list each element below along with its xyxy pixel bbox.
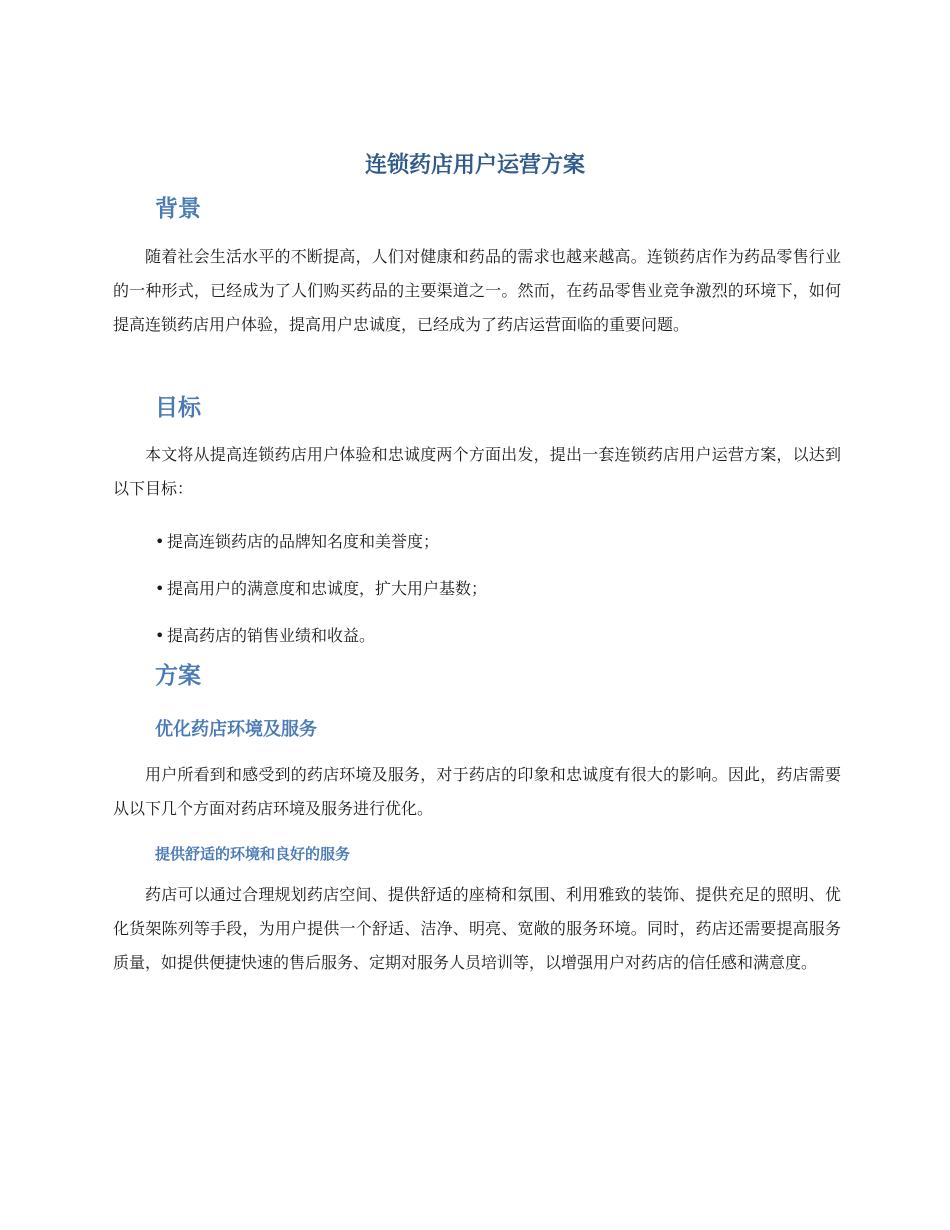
- heading-background: 背景: [155, 196, 201, 222]
- list-item-text: 提高药店的销售业绩和收益。: [167, 626, 376, 645]
- list-item-text: 提高用户的满意度和忠诚度，扩大用户基数；: [167, 579, 488, 598]
- subsubheading-comfortable-environment: 提供舒适的环境和良好的服务: [155, 845, 351, 863]
- heading-goals: 目标: [155, 395, 201, 421]
- list-item: [155, 518, 487, 565]
- bullet-marker: •: [155, 579, 165, 598]
- heading-plan: 方案: [155, 663, 201, 689]
- paragraph-goals: 本文将从提高连锁药店用户体验和忠诚度两个方面出发，提出一套连锁药店用户运营方案，以达到以下目标：: [113, 445, 841, 498]
- list-item: [155, 565, 487, 612]
- document-title: 连锁药店用户运营方案: [364, 153, 585, 178]
- paragraph-background: 随着社会生活水平的不断提高，人们对健康和药品的需求也越来越高。连锁药店作为药品零售行业的一种形式，已经成为了人们购买药品的主要渠道之一。然而，在药品零售业竞争激烈的环境下，如何提高连锁药店用户体验，提高用户忠诚度，已经成为了药店运营面临的重要问题。: [113, 247, 841, 334]
- bullet-marker: •: [155, 532, 165, 551]
- list-item: [155, 612, 487, 659]
- paragraph-optimize-environment: 用户所看到和感受到的药店环境及服务，对于药店的印象和忠诚度有很大的影响。因此，药店需要从以下几个方面对药店环境及服务进行优化。: [113, 765, 841, 818]
- subheading-optimize-environment: 优化药店环境及服务: [155, 719, 317, 740]
- goals-list: [155, 518, 487, 659]
- bullet-marker: •: [155, 626, 165, 645]
- list-item-text: 提高连锁药店的品牌知名度和美誉度；: [167, 532, 440, 551]
- paragraph-comfortable-environment: 药店可以通过合理规划药店空间、提供舒适的座椅和氛围、利用雅致的装饰、提供充足的照明、优化货架陈列等手段，为用户提供一个舒适、洁净、明亮、宽敞的服务环境。同时，药店还需要提高服务质量，如提供便捷快速的售后服务、定期对服务人员培训等，以增强用户对药店的信任感和满意度。: [113, 885, 841, 972]
